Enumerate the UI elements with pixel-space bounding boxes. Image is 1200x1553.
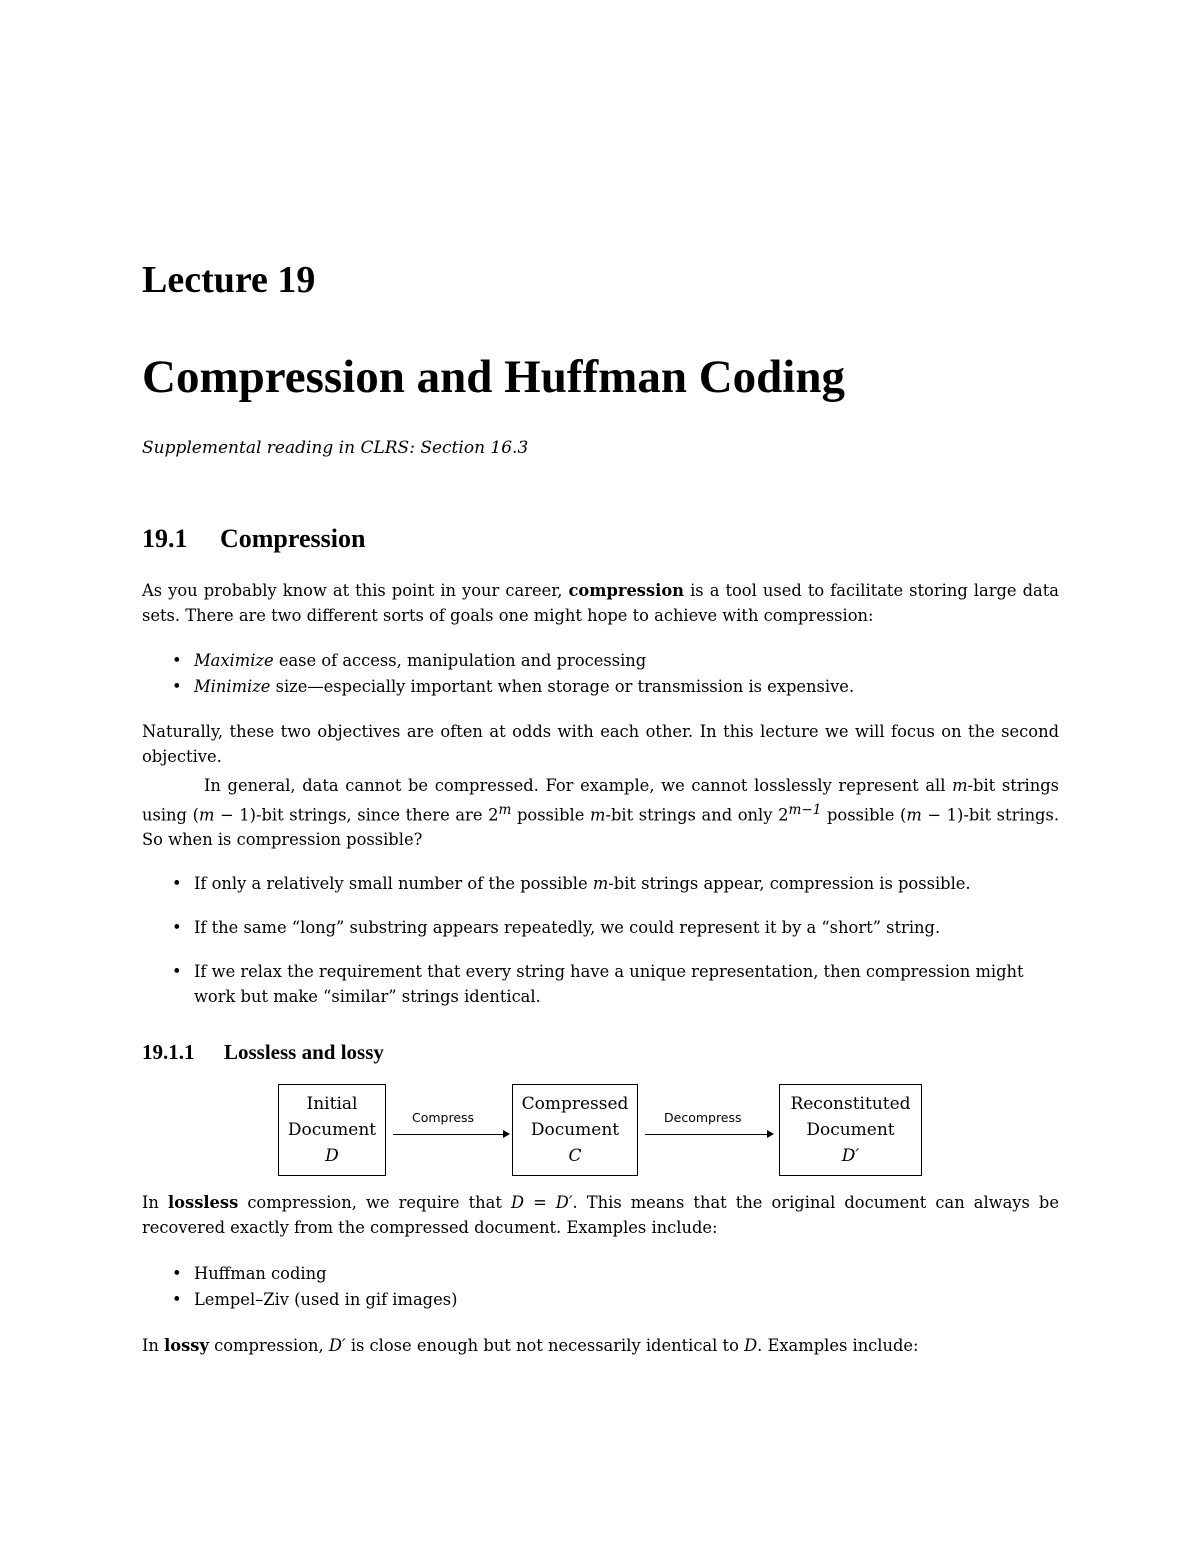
goal-text: size—especially important when storage or transmission is expensive. [270, 677, 855, 696]
list-item [142, 959, 1059, 1009]
goal-emphasis: Maximize [194, 651, 274, 670]
text: compression, [208, 1336, 329, 1355]
math-d-prime: D′ [328, 1336, 346, 1355]
box-symbol: D′ [841, 1146, 860, 1166]
section-title: Compression [220, 524, 366, 553]
list-item [142, 915, 1059, 940]
compress-label: Compress [412, 1110, 475, 1125]
text: In general, data cannot be compressed. For example, we cannot losslessly represent all [204, 776, 953, 795]
conditions-list [142, 871, 1059, 1028]
text: possible [511, 805, 590, 825]
intro-text-b: is a tool used to facilitate storing large data sets. There are two different sorts of goals one might hope to achieve with compression: [142, 581, 1059, 625]
text: In [142, 1336, 165, 1355]
box-symbol: D [325, 1146, 339, 1166]
box-symbol: C [568, 1146, 582, 1166]
list-item [142, 1261, 1059, 1287]
text: − 1)-bit strings. So when is compression possible? [142, 805, 1060, 850]
list-item [142, 648, 1059, 674]
text: compression, we require that [238, 1193, 511, 1212]
box-label: Document [806, 1120, 895, 1140]
objectives-paragraph: Naturally, these two objectives are often at odds with each other. In this lecture we will focus on the second objective. [142, 722, 1059, 766]
text: -bit strings using ( [142, 776, 1059, 825]
text: -bit strings and only 2 [605, 805, 789, 825]
subsection-number: 19.1.1 [142, 1040, 195, 1064]
arrowhead-icon [767, 1130, 774, 1138]
box-label: Compressed [521, 1094, 629, 1114]
math-superscript: m [498, 802, 512, 818]
box-label: Document [287, 1120, 377, 1140]
goals-list [142, 648, 1059, 700]
compressed-document-box [512, 1084, 638, 1176]
condition-text: If the same “long” substring appears repeatedly, we could represent it by a “short” string. [194, 918, 941, 937]
arrowhead-icon [503, 1130, 510, 1138]
text: − 1)-bit strings, since there are 2 [214, 805, 499, 825]
subsection-title: Lossless and lossy [224, 1040, 384, 1064]
lecture-label: Lecture 19 [142, 259, 316, 301]
section-number: 19.1 [142, 524, 188, 553]
text: possible ( [821, 805, 907, 825]
initial-document-box [278, 1084, 386, 1176]
condition-text: If we relax the requirement that every string have a unique representation, then compression might work but make “similar” strings identical. [194, 962, 1024, 1006]
text: In [142, 1193, 168, 1212]
math-m: m [592, 874, 609, 893]
condition-text: -bit strings appear, compression is possible. [608, 874, 971, 893]
section-heading [142, 524, 365, 554]
text: is close enough but not necessarily identical to [345, 1336, 745, 1355]
math-m: m [198, 805, 215, 825]
bullet-icon: • [172, 962, 182, 981]
bullet-icon: • [172, 874, 182, 893]
list-item [142, 674, 1059, 700]
list-item [142, 871, 1059, 896]
math-d: D [744, 1336, 758, 1355]
term-lossy: lossy [164, 1336, 209, 1355]
term-lossless: lossless [167, 1193, 239, 1212]
box-label: Reconstituted [790, 1094, 911, 1114]
reconstituted-document-box [779, 1084, 922, 1176]
intro-paragraph [142, 578, 1059, 628]
bullet-icon: • [172, 1264, 182, 1283]
intro-text-a: As you probably know at this point in your career, [142, 581, 569, 600]
decompress-label: Decompress [664, 1110, 742, 1125]
lossless-examples-list [142, 1261, 1059, 1313]
example-text: Huffman coding [194, 1264, 327, 1283]
goal-emphasis: Minimize [194, 677, 271, 696]
math-superscript: m−1 [788, 802, 822, 818]
compression-diagram [142, 1084, 1059, 1180]
bullet-icon: • [172, 1290, 182, 1309]
math-equation: D = D′ [510, 1193, 573, 1212]
lossless-paragraph [142, 1190, 1059, 1240]
bullet-icon: • [172, 677, 182, 696]
reading-note: Supplemental reading in CLRS: Section 16.3 [142, 438, 529, 458]
example-text: Lempel–Ziv (used in gif images) [194, 1290, 458, 1309]
text: . Examples include: [757, 1336, 919, 1355]
goal-text: ease of access, manipulation and processing [273, 651, 647, 670]
subsection-heading [142, 1040, 384, 1065]
box-label: Document [530, 1120, 620, 1140]
bullet-icon: • [172, 651, 182, 670]
list-item [142, 1287, 1059, 1313]
decompress-arrow [645, 1134, 767, 1135]
condition-text: If only a relatively small number of the possible [194, 874, 593, 893]
math-m: m [590, 805, 606, 825]
term-compression: compression [568, 581, 685, 600]
general-paragraph [142, 773, 1059, 852]
lossy-paragraph [142, 1333, 1059, 1358]
text: . This means that the original document can always be recovered exactly from the compressed document. Examples include: [142, 1193, 1059, 1237]
bullet-icon: • [172, 918, 182, 937]
chapter-title: Compression and Huffman Coding [142, 351, 845, 403]
box-label: Initial [306, 1094, 358, 1114]
compress-arrow [393, 1134, 503, 1135]
math-m: m [906, 805, 922, 825]
math-m: m [952, 776, 968, 795]
